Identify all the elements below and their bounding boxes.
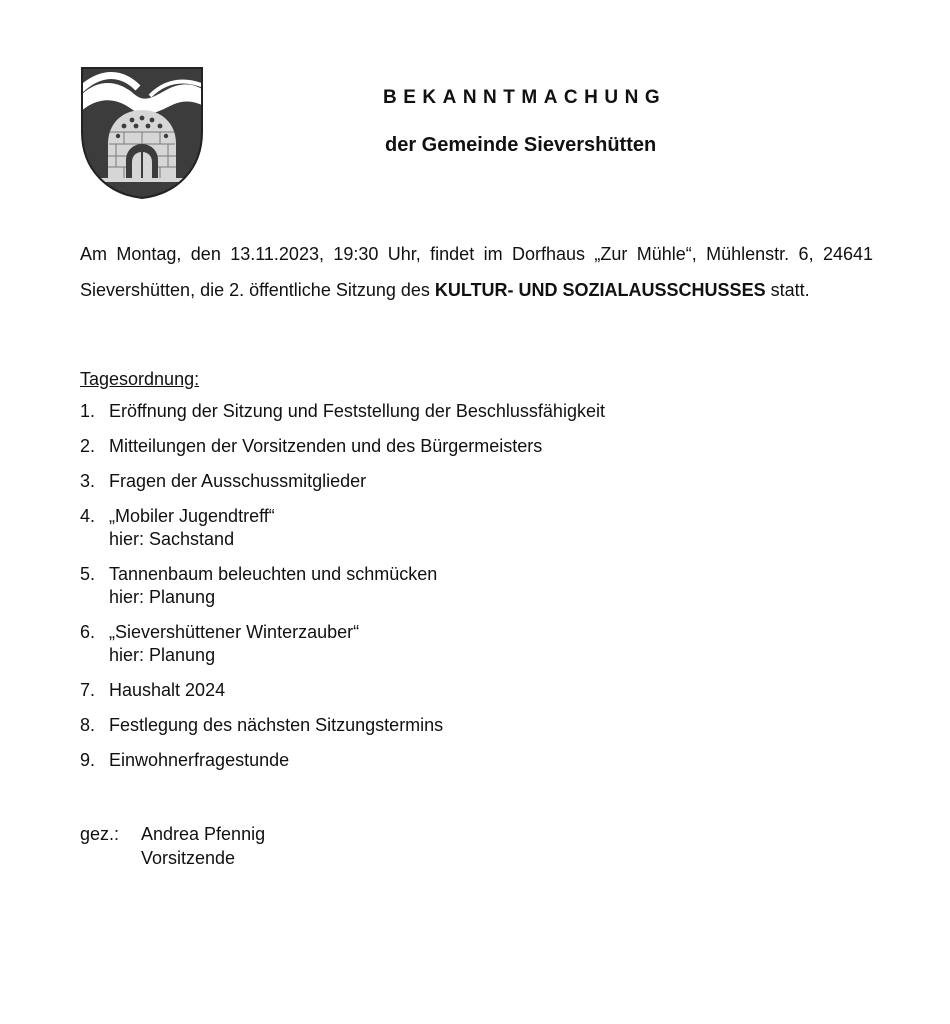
agenda-item-title: Mitteilungen der Vorsitzenden und des Bürgermeisters	[109, 436, 543, 456]
agenda-item-title: Tannenbaum beleuchten und schmücken	[109, 564, 438, 584]
committee-name: KULTUR- UND SOZIALAUSSCHUSSES	[434, 280, 766, 300]
agenda-item-detail: hier: Planung	[109, 645, 216, 665]
agenda-item	[80, 749, 840, 772]
signatory-role: Vorsitzende	[141, 848, 236, 868]
intro-paragraph	[80, 236, 873, 308]
agenda-item	[80, 679, 840, 702]
agenda-item-title: Fragen der Ausschussmitglieder	[109, 471, 367, 491]
agenda-item-title: Eröffnung der Sitzung und Feststellung der Beschlussfähigkeit	[109, 401, 605, 421]
signatory-name: Andrea Pfennig	[141, 824, 266, 844]
agenda-item-title: Festlegung des nächsten Sitzungstermins	[109, 715, 444, 735]
signature-label: gez.:	[80, 824, 120, 844]
agenda-item	[80, 621, 840, 667]
agenda-item-number: 9.	[80, 750, 96, 770]
agenda-list	[80, 400, 840, 784]
agenda-item	[80, 470, 840, 493]
agenda-item-title: Einwohnerfragestunde	[109, 750, 290, 770]
intro-text-start: Am Montag, den 13.11.2023, 19:30 Uhr, findet im Dorfhaus „Zur Mühle“, Mühlenstr. 6, 24641 Sievershütten, die 2. öffentliche Sitzung des	[80, 244, 873, 300]
agenda-item-title: Haushalt 2024	[109, 680, 226, 700]
agenda-item-number: 1.	[80, 401, 96, 421]
coat-of-arms-icon	[80, 66, 204, 200]
agenda-item-title: „Mobiler Jugendtreff“	[109, 506, 275, 526]
intro-text-end: statt.	[765, 280, 810, 300]
signature-block	[80, 822, 265, 870]
agenda-item	[80, 400, 840, 423]
agenda-item-number: 5.	[80, 564, 96, 584]
agenda-item-title: „Sievershüttener Winterzauber“	[109, 622, 360, 642]
agenda-item-number: 6.	[80, 622, 96, 642]
notice-title: BEKANNTMACHUNG	[383, 87, 667, 108]
agenda-item-number: 3.	[80, 471, 96, 491]
agenda-item-detail: hier: Sachstand	[109, 529, 235, 549]
agenda-item	[80, 714, 840, 737]
agenda-item-number: 4.	[80, 506, 96, 526]
agenda-item-number: 7.	[80, 680, 96, 700]
agenda-item-number: 8.	[80, 715, 96, 735]
agenda-heading: Tagesordnung:	[80, 369, 200, 389]
agenda-item	[80, 435, 840, 458]
agenda-item-number: 2.	[80, 436, 96, 456]
municipality-subtitle: der Gemeinde Sievershütten	[385, 134, 657, 156]
agenda-item	[80, 505, 840, 551]
agenda-item	[80, 563, 840, 609]
agenda-item-detail: hier: Planung	[109, 587, 216, 607]
